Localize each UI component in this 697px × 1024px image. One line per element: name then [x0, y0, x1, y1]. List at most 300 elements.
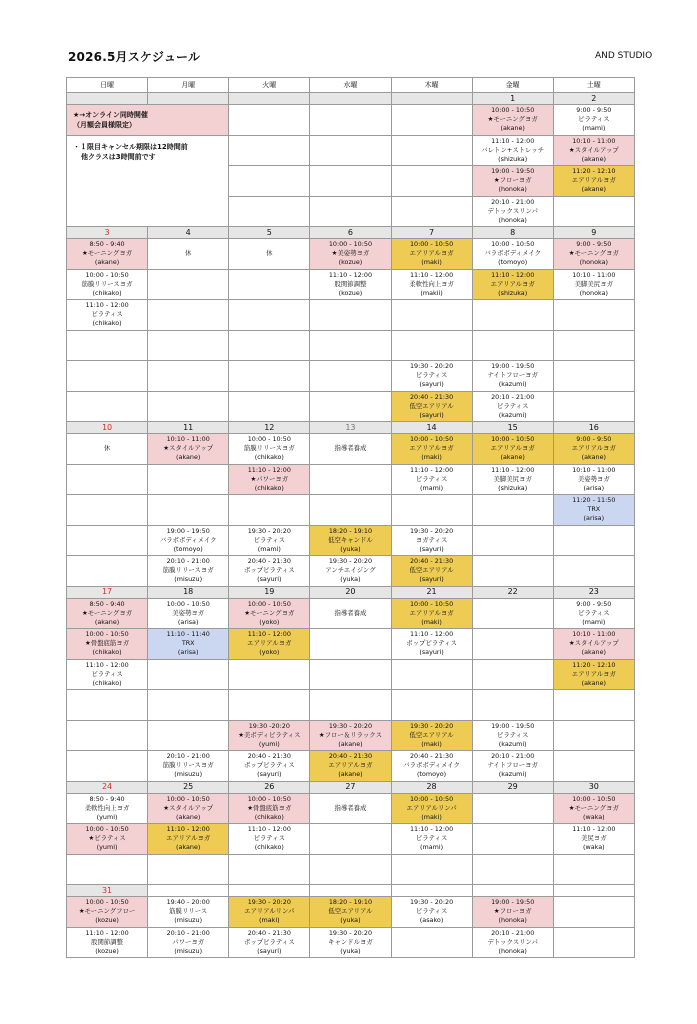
- slot-row: [67, 434, 635, 465]
- date-cell: 2: [553, 93, 634, 105]
- class-name: ★ピラティス: [88, 834, 126, 843]
- class-slot: [310, 720, 391, 751]
- class-slot: [67, 659, 148, 690]
- class-name: エアリアルヨガ: [166, 834, 211, 843]
- class-name: 股関節調整: [91, 937, 124, 946]
- instructor-name: (honoka): [579, 258, 609, 267]
- date-row: [67, 885, 635, 897]
- instructor-name: (akane): [581, 648, 606, 657]
- class-name: バラボボディメイク: [484, 249, 542, 258]
- weekday-mon: 月曜: [148, 78, 229, 93]
- class-name: 低空エアリアル: [409, 566, 454, 575]
- slot-row: [67, 659, 635, 690]
- empty-slot: [229, 269, 310, 300]
- class-slot: [67, 269, 148, 300]
- class-name: ★美ボディピラティス: [238, 730, 301, 739]
- class-time: 8:50 - 9:40: [89, 599, 125, 608]
- class-name: 休: [266, 249, 273, 258]
- class-slot: [310, 434, 391, 465]
- cancel-policy-note: [67, 135, 229, 227]
- class-time: 20:40 - 21:30: [247, 557, 291, 566]
- class-name: アンチエイジング: [325, 566, 376, 575]
- date-cell: [310, 93, 391, 105]
- empty-slot: [229, 361, 310, 392]
- instructor-name: (maki): [421, 258, 442, 267]
- class-slot: [310, 556, 391, 587]
- class-name: ★モーニングヨガ: [568, 803, 619, 812]
- empty-slot: [148, 659, 229, 690]
- class-slot: [67, 824, 148, 855]
- class-time: 19:30 - 20:20: [247, 526, 291, 535]
- empty-slot: [310, 300, 391, 331]
- class-name: ★スタイルアップ: [163, 444, 214, 453]
- class-name: ★美姿勢ヨガ: [331, 249, 370, 258]
- class-time: 11:10 - 12:00: [247, 465, 291, 474]
- class-slot: [229, 897, 310, 928]
- date-cell: 4: [148, 227, 229, 239]
- class-slot: [553, 135, 634, 166]
- class-name: キャンドルヨガ: [328, 937, 373, 946]
- empty-slot: [310, 330, 391, 361]
- class-name: 低空キャンドル: [328, 535, 373, 544]
- class-time: 20:40 - 21:30: [328, 752, 373, 761]
- class-name: 美姿勢ヨガ: [172, 608, 205, 617]
- instructor-name: (kazumi): [498, 770, 527, 779]
- empty-slot: [67, 556, 148, 587]
- class-time: 19:30 - 20:20: [409, 526, 454, 535]
- class-time: 10:00 - 10:50: [491, 106, 535, 115]
- instructor-name: (yoko): [259, 648, 280, 657]
- class-name: ピラティス: [578, 115, 610, 124]
- instructor-name: (kazumi): [498, 410, 527, 419]
- empty-slot: [391, 659, 472, 690]
- empty-slot: [148, 854, 229, 885]
- empty-slot: [391, 105, 472, 136]
- instructor-name: (yumi): [96, 812, 118, 821]
- empty-slot: [310, 135, 391, 166]
- instructor-name: (akane): [338, 770, 363, 779]
- class-name: ★フローヨガ: [493, 176, 532, 185]
- class-slot: [67, 300, 148, 331]
- instructor-name: (yoko): [259, 617, 280, 626]
- class-name: ピラティス: [578, 608, 610, 617]
- instructor-name: (akane): [581, 154, 606, 163]
- instructor-name: (chikako): [92, 678, 122, 687]
- class-slot: [310, 269, 391, 300]
- class-name: 美脚美尻ヨガ: [574, 279, 613, 288]
- weekday-thu: 木曜: [391, 78, 472, 93]
- empty-slot: [229, 300, 310, 331]
- class-name: 柔軟性向上ヨガ: [84, 803, 130, 812]
- instructor-name: (honoka): [579, 288, 609, 297]
- instructor-name: (sayuri): [257, 575, 282, 584]
- instructor-name: (akane): [175, 843, 201, 852]
- class-slot: [148, 751, 229, 782]
- class-time: 10:10 - 11:00: [572, 270, 616, 279]
- date-cell: [472, 885, 553, 897]
- empty-slot: [67, 495, 148, 526]
- empty-slot: [310, 361, 391, 392]
- instructor-name: (akane): [338, 739, 363, 748]
- class-time: 19:30 - 20:20: [409, 362, 454, 371]
- date-cell: [229, 93, 310, 105]
- class-name: ★骨盤底筋ヨガ: [247, 803, 292, 812]
- empty-slot: [553, 720, 634, 751]
- empty-slot: [553, 751, 634, 782]
- empty-slot: [148, 464, 229, 495]
- class-name: エアリアルヨガ: [409, 444, 454, 453]
- date-cell: 18: [148, 586, 229, 598]
- instructor-name: (mami): [582, 617, 606, 626]
- schedule-table: [66, 77, 635, 958]
- class-slot: [229, 793, 310, 824]
- class-name: エアリアルリンパ: [244, 907, 295, 916]
- class-slot: [472, 239, 553, 270]
- class-name: デトックスリンパ: [487, 206, 538, 215]
- empty-slot: [310, 824, 391, 855]
- class-time: 11:10 - 12:00: [572, 825, 616, 834]
- empty-slot: [310, 854, 391, 885]
- class-slot: [391, 793, 472, 824]
- empty-slot: [67, 751, 148, 782]
- class-time: 20:40 - 21:30: [409, 392, 454, 401]
- class-name: エアリアルヨガ: [409, 608, 454, 617]
- empty-slot: [229, 135, 310, 166]
- empty-slot: [391, 135, 472, 166]
- date-cell: 13: [310, 422, 391, 434]
- empty-slot: [67, 464, 148, 495]
- class-slot: [391, 824, 472, 855]
- empty-slot: [472, 495, 553, 526]
- class-slot: [391, 464, 472, 495]
- class-name: バレトン+ストレッチ: [481, 145, 545, 154]
- class-time: 10:10 - 11:00: [572, 136, 616, 145]
- instructor-name: (yuka): [340, 916, 361, 925]
- empty-slot: [553, 690, 634, 721]
- class-name: 筋膜リリースヨガ: [81, 279, 133, 288]
- class-name: 休: [184, 249, 192, 258]
- instructor-name: (honoka): [498, 215, 527, 224]
- empty-slot: [310, 196, 391, 227]
- class-name: エアリアルヨガ: [571, 669, 616, 678]
- class-time: 18:20 - 19:10: [328, 898, 373, 907]
- slot-row: [67, 556, 635, 587]
- empty-slot: [391, 166, 472, 197]
- instructor-name: (honoka): [498, 916, 527, 925]
- class-slot: [391, 239, 472, 270]
- date-cell: 10: [67, 422, 148, 434]
- empty-slot: [391, 196, 472, 227]
- instructor-name: (kozue): [95, 916, 119, 925]
- class-slot: [553, 269, 634, 300]
- empty-slot: [67, 361, 148, 392]
- empty-slot: [553, 525, 634, 556]
- class-time: 11:10 - 11:40: [166, 630, 210, 639]
- class-name: ★スタイルアップ: [163, 803, 214, 812]
- class-slot: [310, 598, 391, 629]
- class-slot: [391, 751, 472, 782]
- slot-row: [67, 854, 635, 885]
- class-slot: [472, 434, 553, 465]
- instructor-name: (akane): [500, 124, 525, 133]
- class-name: ヨガティス: [415, 535, 448, 544]
- class-name: エアリアルヨガ: [328, 761, 373, 770]
- class-name: ★モーニングヨガ: [568, 249, 619, 258]
- date-cell: 23: [553, 586, 634, 598]
- class-slot: [148, 598, 229, 629]
- class-name: ボップピラティス: [406, 639, 457, 648]
- class-time: 20:10 - 21:00: [491, 392, 535, 401]
- class-time: 11:10 - 12:00: [85, 301, 129, 310]
- empty-slot: [472, 659, 553, 690]
- class-name: エアリアルヨガ: [490, 279, 535, 288]
- instructor-name: (akane): [94, 617, 120, 626]
- class-time: 11:10 - 12:00: [247, 825, 291, 834]
- class-time: 10:00 - 10:50: [85, 270, 129, 279]
- class-time: 20:10 - 21:00: [166, 928, 210, 937]
- cancel-note-line: ・１限目キャンセル期限は12時間前: [73, 142, 188, 151]
- instructor-name: (arisa): [177, 648, 199, 657]
- date-cell: 20: [310, 586, 391, 598]
- class-slot: [472, 927, 553, 958]
- class-name: エアリアルヨガ: [247, 639, 292, 648]
- class-slot: [310, 525, 391, 556]
- instructor-name: (tomoyo): [498, 258, 528, 267]
- empty-slot: [391, 300, 472, 331]
- class-name: エアリアルヨガ: [490, 444, 535, 453]
- instructor-name: (kazumi): [498, 380, 527, 389]
- class-slot: [391, 598, 472, 629]
- date-cell: 14: [391, 422, 472, 434]
- date-cell: [391, 885, 472, 897]
- empty-slot: [148, 300, 229, 331]
- instructor-name: (misuzu): [174, 916, 203, 925]
- instructor-name: (maki): [421, 739, 442, 748]
- class-time: 11:10 - 12:00: [247, 630, 291, 639]
- class-name: ピラティス: [496, 401, 529, 410]
- instructor-name: (sayuri): [419, 380, 444, 389]
- class-name: エアリアルリンパ: [406, 803, 457, 812]
- date-cell: 11: [148, 422, 229, 434]
- empty-slot: [229, 854, 310, 885]
- instructor-name: (mami): [419, 483, 444, 492]
- class-name: TRX: [587, 505, 601, 514]
- date-cell: [148, 885, 229, 897]
- class-slot: [148, 897, 229, 928]
- class-time: 8:50 - 9:40: [89, 240, 125, 249]
- slot-row: [67, 927, 635, 958]
- class-slot: [67, 793, 148, 824]
- class-time: 19:00 - 19:50: [491, 721, 535, 730]
- class-name: 休: [103, 444, 111, 453]
- instructor-name: (chikako): [254, 843, 284, 852]
- class-time: 19:30 - 20:20: [328, 928, 373, 937]
- class-time: 19:30 - 20:20: [328, 721, 373, 730]
- instructor-name: (waka): [582, 843, 605, 852]
- class-slot: [553, 659, 634, 690]
- empty-slot: [310, 629, 391, 660]
- weekday-fri: 金曜: [472, 78, 553, 93]
- class-slot: [148, 556, 229, 587]
- class-time: 11:10 - 12:00: [491, 270, 535, 279]
- online-note: [67, 105, 229, 136]
- class-time: 10:00 - 10:50: [491, 435, 535, 444]
- instructor-name: (akane): [500, 453, 525, 462]
- online-note-line: （月額会員様限定）: [73, 120, 136, 129]
- date-cell: [310, 885, 391, 897]
- weekday-sun: 日曜: [67, 78, 148, 93]
- class-time: 10:00 - 10:50: [409, 435, 454, 444]
- class-slot: [472, 751, 553, 782]
- class-time: 19:30 -20:20: [248, 721, 290, 730]
- class-time: 11:20 - 12:10: [572, 660, 616, 669]
- class-time: 10:10 - 11:00: [166, 435, 210, 444]
- empty-slot: [310, 464, 391, 495]
- date-cell: [229, 885, 310, 897]
- class-time: 19:30 - 20:20: [409, 898, 454, 907]
- empty-slot: [229, 166, 310, 197]
- class-name: ピラティス: [496, 730, 529, 739]
- instructor-name: (maki): [421, 812, 442, 821]
- date-cell: [391, 93, 472, 105]
- class-slot: [391, 434, 472, 465]
- date-row: [67, 93, 635, 105]
- slot-row: [67, 105, 635, 136]
- class-name: 低空エアリアル: [409, 401, 454, 410]
- class-name: ボップピラティス: [244, 761, 295, 770]
- class-slot: [391, 556, 472, 587]
- date-cell: 29: [472, 781, 553, 793]
- class-name: ★モーニングフロー: [78, 907, 136, 916]
- class-name: ボップピラティス: [244, 937, 295, 946]
- class-name: デトックスリンパ: [487, 937, 538, 946]
- class-slot: [148, 525, 229, 556]
- class-name: ピラティス: [415, 474, 448, 483]
- class-name: エアリアルヨガ: [571, 444, 616, 453]
- class-time: 19:30 - 20:20: [328, 557, 373, 566]
- class-time: 10:00 - 10:50: [166, 794, 210, 803]
- date-cell: 25: [148, 781, 229, 793]
- class-time: 10:00 - 10:50: [166, 599, 210, 608]
- class-time: 10:00 - 10:50: [247, 599, 291, 608]
- class-name: ★スタイルアップ: [568, 639, 619, 648]
- class-slot: [472, 720, 553, 751]
- date-cell: 24: [67, 781, 148, 793]
- class-time: 9:00 - 9:50: [576, 106, 612, 115]
- date-cell: 6: [310, 227, 391, 239]
- empty-slot: [67, 690, 148, 721]
- instructor-name: (mami): [419, 843, 444, 852]
- class-name: 筋膜リリースヨガ: [162, 761, 214, 770]
- date-cell: 15: [472, 422, 553, 434]
- class-slot: [472, 196, 553, 227]
- instructor-name: (chikako): [92, 288, 122, 297]
- date-cell: 30: [553, 781, 634, 793]
- slot-row: [67, 361, 635, 392]
- class-time: 11:10 - 12:00: [491, 136, 535, 145]
- class-time: 20:10 - 21:00: [491, 928, 535, 937]
- class-name: ピラティス: [415, 834, 448, 843]
- class-time: 10:10 - 11:00: [572, 630, 616, 639]
- slot-row: [67, 897, 635, 928]
- class-time: 20:40 - 21:30: [409, 752, 454, 761]
- class-time: 20:10 - 21:00: [491, 752, 535, 761]
- class-slot: [229, 720, 310, 751]
- empty-slot: [553, 196, 634, 227]
- class-time: 11:10 - 12:00: [409, 465, 454, 474]
- instructor-name: (akane): [581, 453, 606, 462]
- date-cell: 16: [553, 422, 634, 434]
- class-slot: [229, 629, 310, 660]
- class-time: 19:30 - 20:20: [247, 898, 291, 907]
- class-name: ★モーニングヨガ: [82, 249, 133, 258]
- slot-row: [67, 269, 635, 300]
- class-slot: [148, 927, 229, 958]
- class-time: 11:10 - 12:00: [328, 270, 373, 279]
- instructor-name: (honoka): [498, 946, 527, 955]
- class-slot: [553, 464, 634, 495]
- class-slot: [310, 751, 391, 782]
- class-name: ナイトフローヨガ: [487, 371, 538, 380]
- instructor-name: (yumi): [96, 843, 118, 852]
- date-cell: [553, 885, 634, 897]
- class-slot: [553, 793, 634, 824]
- date-cell: 31: [67, 885, 148, 897]
- date-cell: 19: [229, 586, 310, 598]
- instructor-name: (kozue): [338, 258, 363, 267]
- class-slot: [148, 824, 229, 855]
- instructor-name: (maki): [421, 617, 442, 626]
- class-slot: [391, 525, 472, 556]
- class-time: 18:20 - 19:10: [328, 526, 373, 535]
- class-name: バラボボディメイク: [403, 761, 460, 770]
- slot-row: [67, 495, 635, 526]
- instructor-name: (sayuri): [257, 946, 282, 955]
- online-note-line: ★→オンライン同時開催: [73, 110, 148, 119]
- class-name: 指導者養成: [334, 608, 367, 617]
- class-time: 20:10 - 21:00: [166, 557, 210, 566]
- empty-slot: [472, 598, 553, 629]
- class-name: ★スタイルアップ: [568, 145, 619, 154]
- class-slot: [391, 269, 472, 300]
- class-slot: [229, 464, 310, 495]
- class-slot: [553, 239, 634, 270]
- empty-slot: [229, 495, 310, 526]
- empty-slot: [553, 556, 634, 587]
- instructor-name: (sayuri): [419, 648, 444, 657]
- empty-slot: [67, 330, 148, 361]
- slot-row: [67, 690, 635, 721]
- class-name: 指導者養成: [334, 444, 367, 453]
- studio-name: AND STUDIO: [595, 51, 653, 61]
- class-slot: [553, 824, 634, 855]
- class-time: 10:00 - 10:50: [572, 794, 616, 803]
- instructor-name: (kozue): [338, 288, 363, 297]
- instructor-name: (shizuka): [498, 483, 528, 492]
- empty-slot: [229, 196, 310, 227]
- date-row: [67, 586, 635, 598]
- class-slot: [67, 927, 148, 958]
- class-slot: [229, 824, 310, 855]
- class-time: 8:50 - 9:40: [89, 794, 125, 803]
- class-slot: [472, 361, 553, 392]
- class-slot: [229, 525, 310, 556]
- class-name: ピラティス: [91, 669, 123, 678]
- slot-row: [67, 629, 635, 660]
- class-time: 10:00 - 10:50: [85, 825, 129, 834]
- class-name: ピラティス: [253, 535, 286, 544]
- empty-slot: [148, 361, 229, 392]
